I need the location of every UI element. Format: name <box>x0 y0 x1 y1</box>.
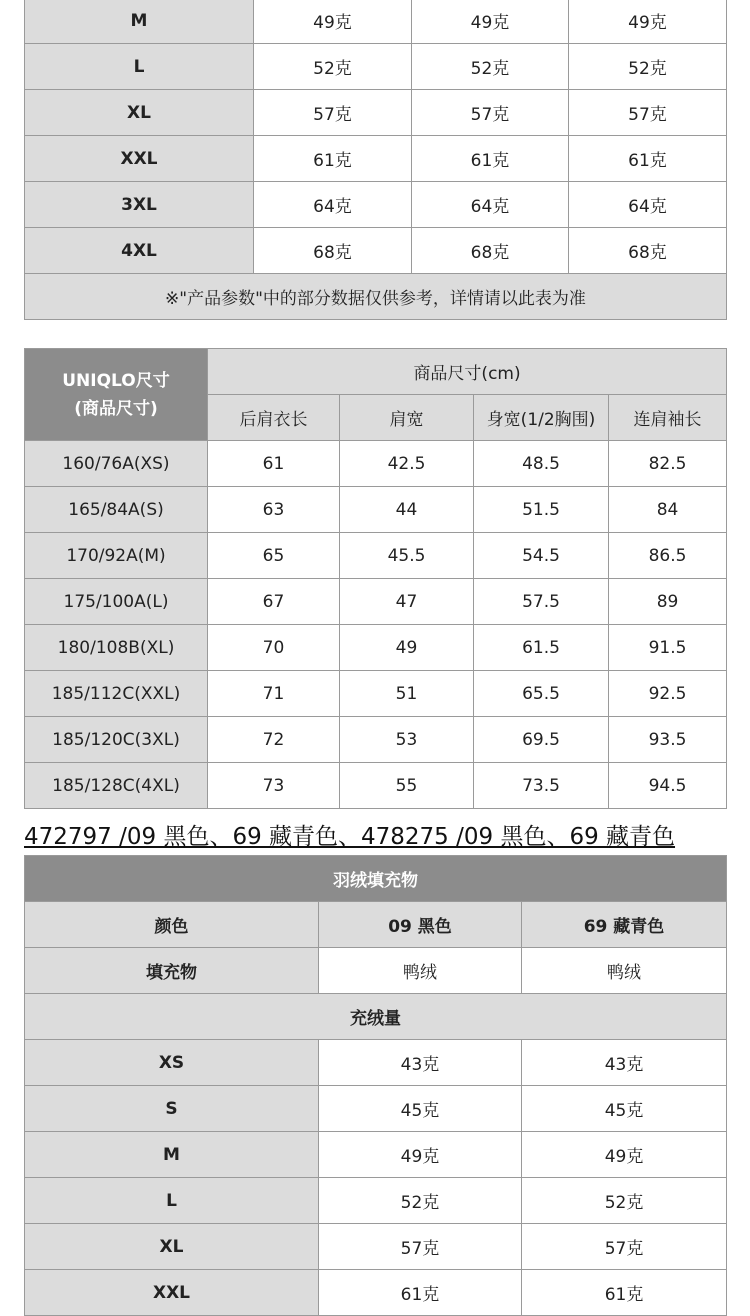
weight-cell: 43克 <box>319 1040 522 1086</box>
size-cell: 180/108B(XL) <box>25 625 208 671</box>
size-cell: 175/100A(L) <box>25 579 208 625</box>
measure-cell: 55 <box>340 763 474 809</box>
weight-cell: 52克 <box>319 1178 522 1224</box>
weight-cell: 52克 <box>412 44 569 90</box>
weight-cell: 61克 <box>254 136 412 182</box>
measure-cell: 69.5 <box>474 717 609 763</box>
weight-cell: 57克 <box>569 90 727 136</box>
measure-cell: 47 <box>340 579 474 625</box>
measure-cell: 54.5 <box>474 533 609 579</box>
table-row <box>25 487 727 533</box>
measure-cell: 48.5 <box>474 441 609 487</box>
table-row <box>25 441 727 487</box>
color-label: 颜色 <box>25 902 319 948</box>
size-cell: XXL <box>25 1270 319 1316</box>
weight-cell: 68克 <box>569 228 727 274</box>
size-cell: L <box>25 1178 319 1224</box>
measure-cell: 94.5 <box>609 763 727 809</box>
size-cell: 160/76A(XS) <box>25 441 208 487</box>
measure-cell: 49 <box>340 625 474 671</box>
measure-cell: 93.5 <box>609 717 727 763</box>
color-header: 69 藏青色 <box>522 902 727 948</box>
table-row <box>25 44 727 90</box>
table-row <box>25 1178 727 1224</box>
column-header: 身宽(1/2胸围) <box>474 395 609 441</box>
column-header: 肩宽 <box>340 395 474 441</box>
table-row <box>25 90 727 136</box>
weight-cell: 57克 <box>319 1224 522 1270</box>
table-row <box>25 763 727 809</box>
weight-cell: 49克 <box>522 1132 727 1178</box>
weight-cell: 57克 <box>522 1224 727 1270</box>
measure-cell: 89 <box>609 579 727 625</box>
measure-cell: 73 <box>208 763 340 809</box>
table-row <box>25 533 727 579</box>
measure-cell: 82.5 <box>609 441 727 487</box>
measure-cell: 51 <box>340 671 474 717</box>
measure-cell: 65 <box>208 533 340 579</box>
weight-cell: 68克 <box>412 228 569 274</box>
measure-cell: 65.5 <box>474 671 609 717</box>
column-header: 后肩衣长 <box>208 395 340 441</box>
size-cell: 4XL <box>25 228 254 274</box>
table-row <box>25 671 727 717</box>
weight-cell: 68克 <box>254 228 412 274</box>
size-cell: XS <box>25 1040 319 1086</box>
table-row <box>25 1224 727 1270</box>
size-cell: 170/92A(M) <box>25 533 208 579</box>
table-header-row <box>25 902 727 948</box>
table-row <box>25 948 727 994</box>
table-section-row <box>25 994 727 1040</box>
weight-cell: 49克 <box>319 1132 522 1178</box>
fill-amount-header: 充绒量 <box>25 994 727 1040</box>
measure-cell: 45.5 <box>340 533 474 579</box>
size-cell: L <box>25 44 254 90</box>
table-row <box>25 228 727 274</box>
weight-cell: 52克 <box>569 44 727 90</box>
weight-cell: 64克 <box>569 182 727 228</box>
table-note: ※"产品参数"中的部分数据仅供参考，详情请以此表为准 <box>25 274 727 320</box>
measure-cell: 57.5 <box>474 579 609 625</box>
measure-cell: 86.5 <box>609 533 727 579</box>
measurement-group-header: 商品尺寸(cm) <box>208 349 727 395</box>
table-row <box>25 579 727 625</box>
weight-cell: 49克 <box>569 0 727 44</box>
weight-cell: 52克 <box>522 1178 727 1224</box>
measure-cell: 91.5 <box>609 625 727 671</box>
table-row <box>25 136 727 182</box>
size-cell: 185/120C(3XL) <box>25 717 208 763</box>
table-row <box>25 0 727 44</box>
fill-label: 填充物 <box>25 948 319 994</box>
table-header-row <box>25 349 727 395</box>
size-column-header: UNIQLO尺寸 (商品尺寸) <box>25 349 208 441</box>
weight-cell: 45克 <box>319 1086 522 1132</box>
size-cell: 185/112C(XXL) <box>25 671 208 717</box>
weight-cell: 61克 <box>569 136 727 182</box>
weight-cell: 45克 <box>522 1086 727 1132</box>
weight-cell: 57克 <box>412 90 569 136</box>
weight-cell: 61克 <box>412 136 569 182</box>
table-row <box>25 1132 727 1178</box>
size-chart-table <box>24 348 727 809</box>
table-row <box>25 1086 727 1132</box>
measure-cell: 61.5 <box>474 625 609 671</box>
table-row <box>25 182 727 228</box>
size-cell: XL <box>25 1224 319 1270</box>
weight-cell: 49克 <box>412 0 569 44</box>
size-cell: 3XL <box>25 182 254 228</box>
weight-cell: 61克 <box>522 1270 727 1316</box>
weight-cell: 64克 <box>254 182 412 228</box>
fill-weight-table-continued <box>24 0 727 320</box>
color-header: 09 黑色 <box>319 902 522 948</box>
product-heading: 472797 /09 黑色、69 藏青色、478275 /09 黑色、69 藏青色 <box>24 824 676 850</box>
size-cell: M <box>25 1132 319 1178</box>
measure-cell: 84 <box>609 487 727 533</box>
table-row <box>25 625 727 671</box>
measure-cell: 51.5 <box>474 487 609 533</box>
weight-cell: 64克 <box>412 182 569 228</box>
size-cell: 165/84A(S) <box>25 487 208 533</box>
fill-cell: 鸭绒 <box>522 948 727 994</box>
weight-cell: 49克 <box>254 0 412 44</box>
table-row <box>25 1040 727 1086</box>
measure-cell: 70 <box>208 625 340 671</box>
size-cell: S <box>25 1086 319 1132</box>
weight-cell: 52克 <box>254 44 412 90</box>
measure-cell: 67 <box>208 579 340 625</box>
fill-cell: 鸭绒 <box>319 948 522 994</box>
table-row <box>25 717 727 763</box>
measure-cell: 53 <box>340 717 474 763</box>
measure-cell: 42.5 <box>340 441 474 487</box>
size-cell: 185/128C(4XL) <box>25 763 208 809</box>
weight-cell: 43克 <box>522 1040 727 1086</box>
measure-cell: 71 <box>208 671 340 717</box>
measure-cell: 73.5 <box>474 763 609 809</box>
column-header: 连肩袖长 <box>609 395 727 441</box>
measure-cell: 44 <box>340 487 474 533</box>
measure-cell: 63 <box>208 487 340 533</box>
measure-cell: 61 <box>208 441 340 487</box>
size-cell: XL <box>25 90 254 136</box>
weight-cell: 57克 <box>254 90 412 136</box>
size-cell: XXL <box>25 136 254 182</box>
table-row <box>25 1270 727 1316</box>
table-note-row <box>25 274 727 320</box>
size-cell: M <box>25 0 254 44</box>
measure-cell: 92.5 <box>609 671 727 717</box>
table-title: 羽绒填充物 <box>25 856 727 902</box>
down-fill-table <box>24 855 727 1316</box>
table-header-row <box>25 856 727 902</box>
weight-cell: 61克 <box>319 1270 522 1316</box>
measure-cell: 72 <box>208 717 340 763</box>
